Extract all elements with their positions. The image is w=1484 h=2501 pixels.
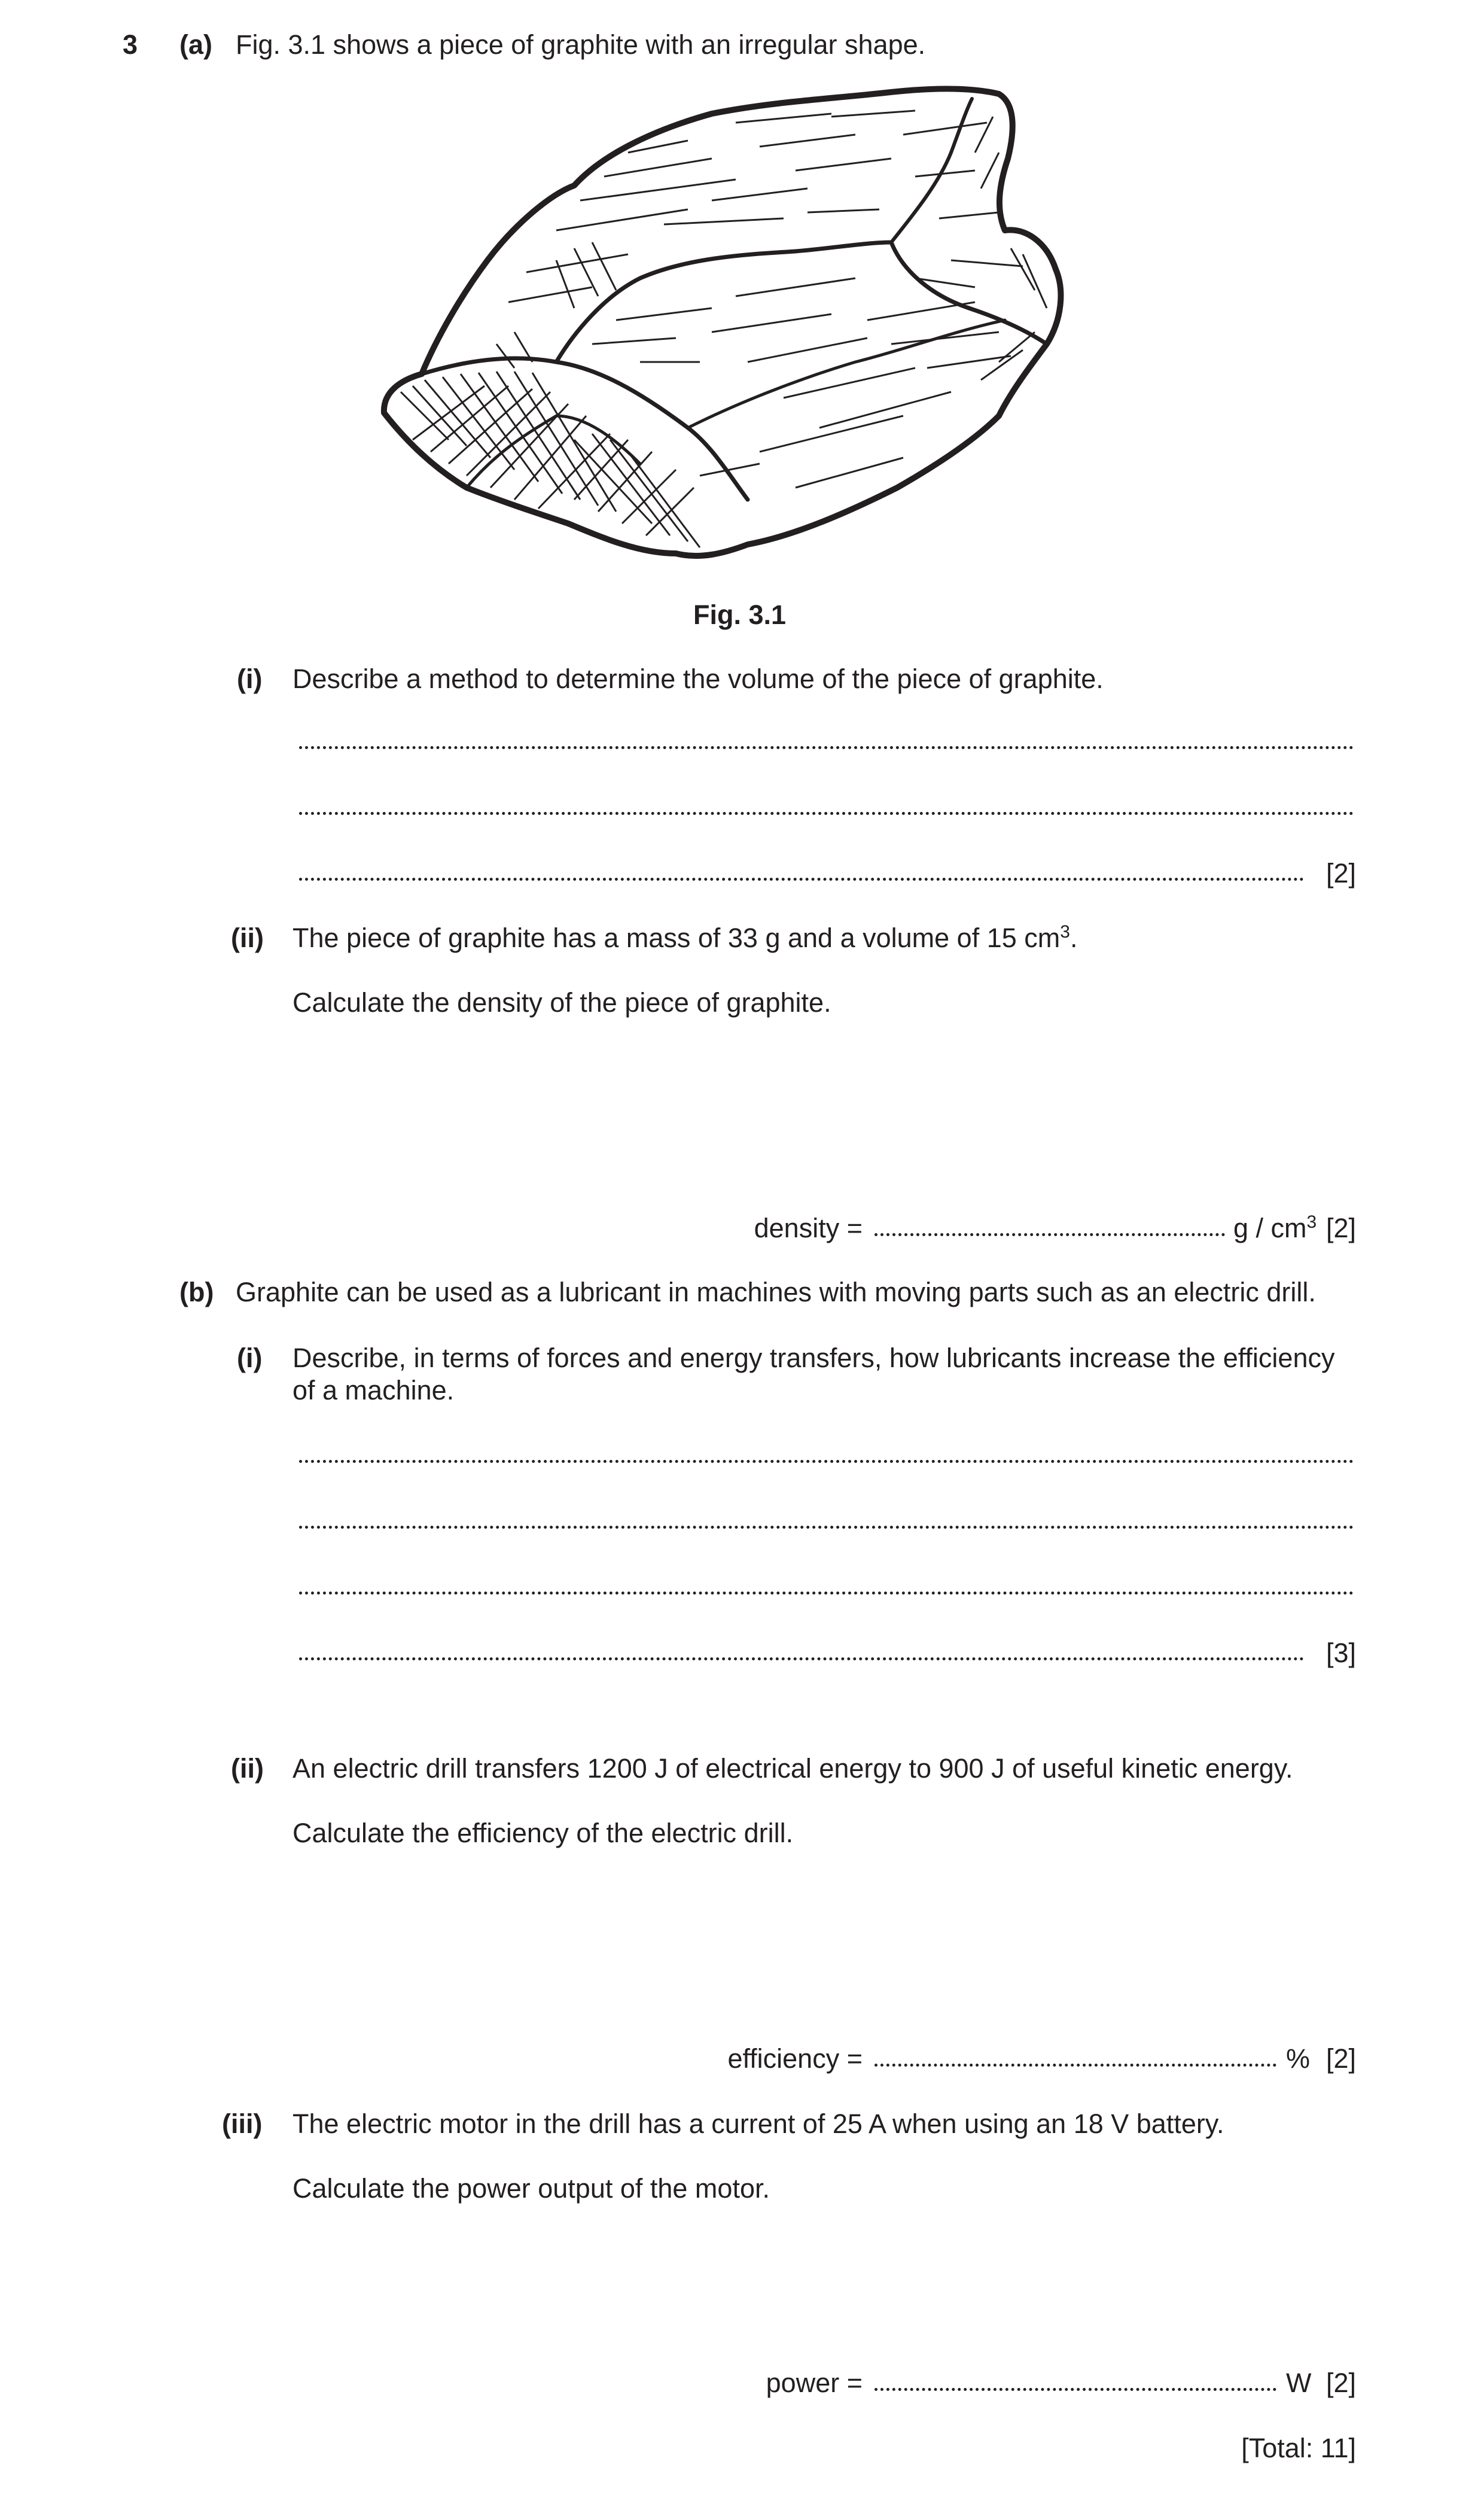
part-a-i-label: (i) — [237, 664, 263, 694]
rock-hatching — [401, 111, 1047, 547]
efficiency-answer-label: efficiency = — [727, 2043, 863, 2074]
answer-line[interactable] — [299, 1592, 1354, 1595]
answer-line[interactable] — [299, 878, 1304, 881]
rock-outline — [384, 89, 1061, 556]
part-b-i-label: (i) — [237, 1343, 263, 1373]
part-b-intro: Graphite can be used as a lubricant in machines with moving parts such as an electric drill. — [236, 1277, 1316, 1307]
rock-ridge-vertical — [891, 99, 972, 242]
part-b-label: (b) — [179, 1277, 214, 1307]
efficiency-unit: % — [1286, 2043, 1311, 2074]
answer-line[interactable] — [299, 1526, 1354, 1529]
efficiency-answer-line[interactable] — [874, 2064, 1276, 2067]
part-a-ii-label: (ii) — [231, 923, 264, 953]
part-b-i-text-line2: of a machine. — [292, 1375, 455, 1405]
answer-line[interactable] — [299, 812, 1354, 815]
density-unit: g / $cm^3$ — [1233, 1212, 1317, 1243]
answer-line[interactable] — [299, 1460, 1354, 1463]
part-a-ii-instruction: Calculate the density of the piece of graphite. — [292, 987, 831, 1018]
density-answer-line[interactable] — [874, 1233, 1225, 1236]
power-unit: W — [1286, 2368, 1312, 2398]
part-b-ii-instruction: Calculate the efficiency of the electric drill. — [292, 1818, 794, 1848]
part-a-ii-text: The piece of graphite has a mass of 33 g and a volume of 15 $cm^3$. — [292, 922, 1078, 953]
part-b-ii-label: (ii) — [231, 1753, 264, 1784]
answer-line[interactable] — [299, 746, 1354, 749]
question-number: 3 — [123, 29, 138, 60]
part-b-iii-label: (iii) — [222, 2108, 263, 2139]
power-answer-line[interactable] — [874, 2388, 1276, 2391]
graphite-rock-figure — [377, 81, 1119, 571]
marks-allocation: [2] — [1325, 858, 1356, 889]
part-a-intro: Fig. 3.1 shows a piece of graphite with an irregular shape. — [236, 29, 926, 60]
part-a-label: (a) — [179, 29, 212, 60]
part-b-ii-text: An electric drill transfers 1200 J of electrical energy to 900 J of useful kinetic energy. — [292, 1753, 1293, 1784]
rock-ridge-left — [422, 358, 748, 500]
part-b-iii-instruction: Calculate the power output of the motor. — [292, 2173, 770, 2204]
marks-allocation: [2] — [1325, 2043, 1356, 2074]
answer-line[interactable] — [299, 1657, 1304, 1660]
marks-allocation: [2] — [1325, 2368, 1356, 2398]
marks-allocation: [2] — [1325, 1213, 1356, 1243]
part-b-iii-text: The electric motor in the drill has a current of 25 A when using an 18 V battery. — [292, 2108, 1224, 2139]
power-answer-label: power = — [766, 2368, 863, 2398]
part-b-i-text-line1: Describe, in terms of forces and energy transfers, how lubricants increase the efficiency — [292, 1343, 1335, 1373]
density-answer-label: density = — [754, 1213, 863, 1243]
rock-ridge-bottom — [467, 416, 640, 488]
total-marks: [Total: 11] — [1241, 2433, 1356, 2463]
figure-caption: Fig. 3.1 — [693, 600, 787, 630]
marks-allocation: [3] — [1325, 1638, 1356, 1668]
part-a-i-text: Describe a method to determine the volume of the piece of graphite. — [292, 664, 1104, 694]
